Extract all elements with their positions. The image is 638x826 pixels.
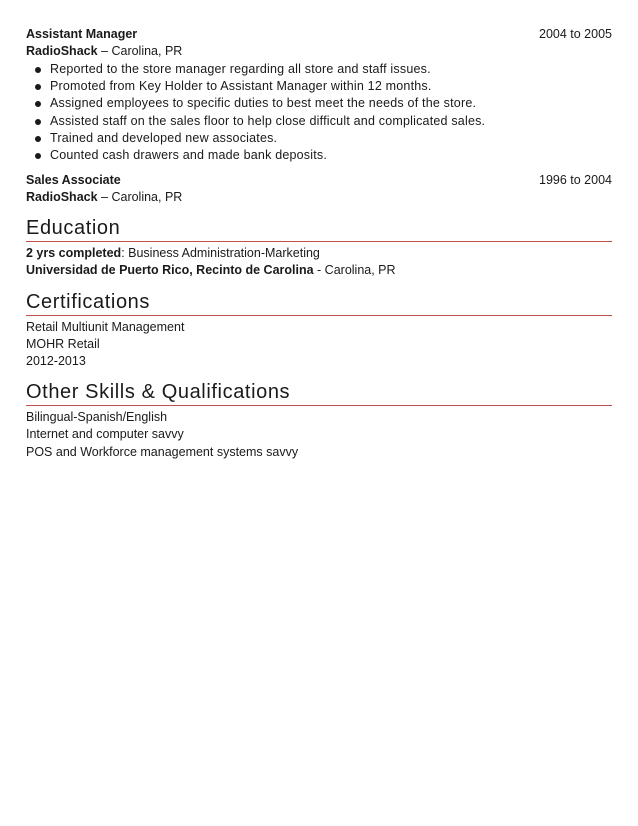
list-item: Reported to the store manager regarding all store and staff issues. [50,61,612,78]
job-entry-sales-associate [26,172,612,206]
company-name: RadioShack [26,44,98,58]
list-item: Counted cash drawers and made bank deposits. [50,147,612,164]
skills-body [26,409,612,461]
resume-page [26,26,612,461]
job-header [26,26,612,43]
certification-line: MOHR Retail [26,336,100,351]
skill-line: Internet and computer savvy [26,427,184,442]
company-location: – Carolina, PR [97,44,183,58]
section-heading-education: Education [26,216,612,242]
skill-line: Bilingual-Spanish/English [26,410,168,425]
list-item: Promoted from Key Holder to Assistant Manager within 12 months. [50,78,612,95]
company-location: – Carolina, PR [97,190,183,205]
job-header [26,172,612,189]
certification-line: Retail Multiunit Management [26,319,185,334]
section-heading-certifications: Certifications [26,290,612,316]
job-dates: 2004 to 2005 [539,27,612,41]
certification-line: 2012-2013 [26,354,86,369]
bullet-icon [35,67,41,73]
company-name: RadioShack [26,190,98,205]
section-heading-skills: Other Skills & Qualifications [26,380,612,406]
education-degree: 2 yrs completed: Business Administration-Marketing [26,246,320,261]
education-school: Universidad de Puerto Rico, Recinto de Carolina - Carolina, PR [26,263,396,278]
list-item: Trained and developed new associates. [50,130,612,147]
list-item: Assisted staff on the sales floor to help close difficult and complicated sales. [50,113,612,130]
education-body [26,245,612,279]
bullet-icon [35,119,41,125]
company-line [26,43,612,60]
job-entry-assistant-manager [26,26,612,164]
bullet-icon [35,84,41,90]
job-dates: 1996 to 2004 [539,173,612,188]
bullet-icon [35,101,41,107]
job-title: Assistant Manager [26,27,138,41]
list-item: Assigned employees to specific duties to best meet the needs of the store. [50,95,612,112]
job-title: Sales Associate [26,173,121,188]
certifications-body [26,319,612,371]
bullet-icon [35,136,41,142]
company-line [26,189,612,206]
duties-list [26,61,612,164]
skill-line: POS and Workforce management systems savvy [26,444,299,459]
bullet-icon [35,153,41,159]
